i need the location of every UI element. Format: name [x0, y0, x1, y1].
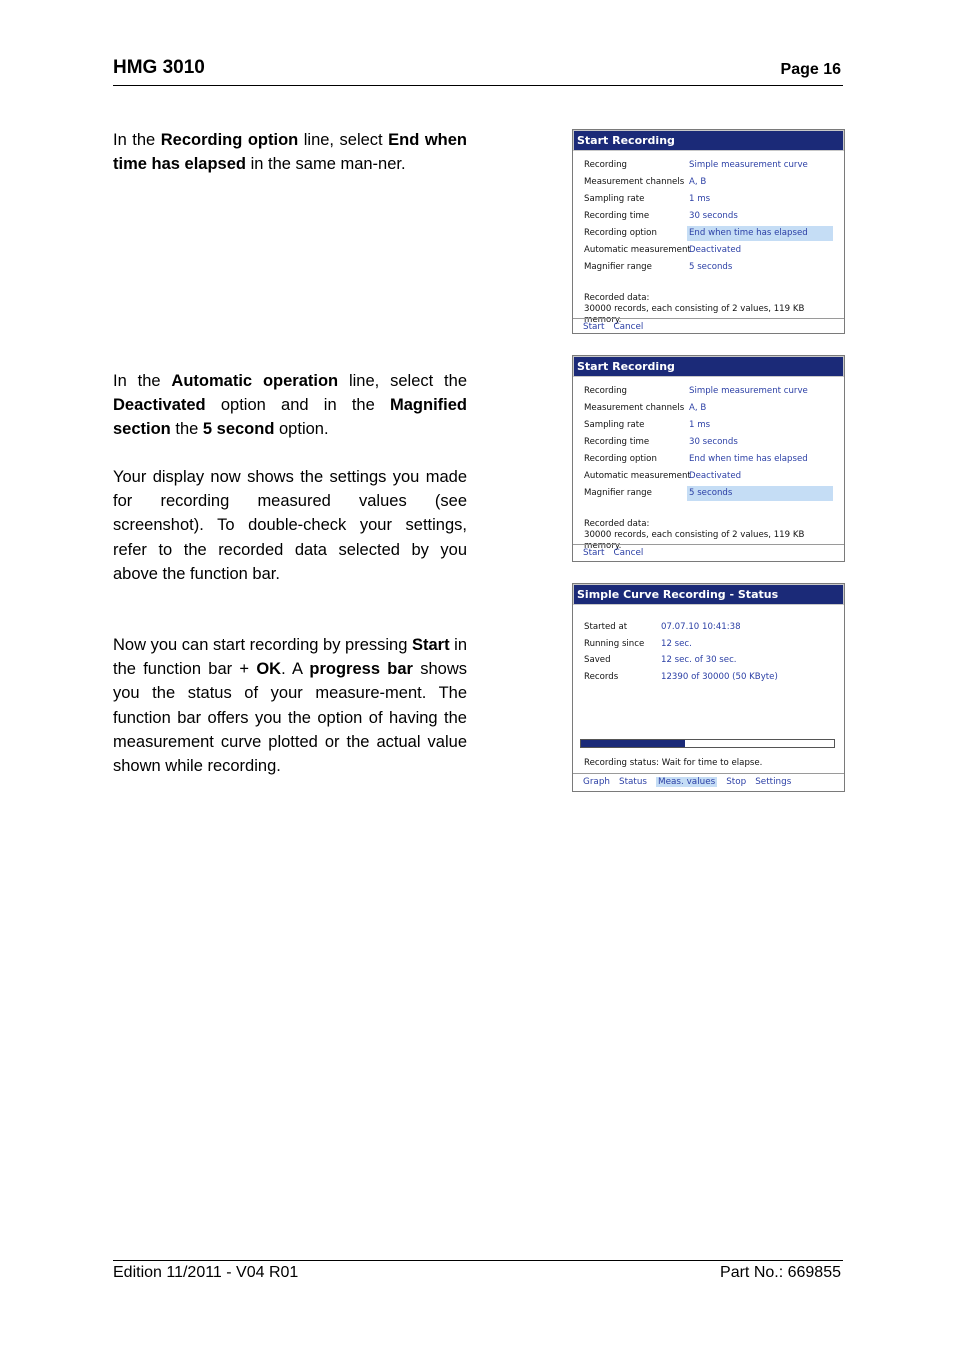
- setting-label: Automatic measurement: [584, 245, 691, 255]
- setting-row[interactable]: [584, 401, 839, 416]
- setting-row[interactable]: [584, 226, 839, 241]
- text-run: Deactivated: [113, 396, 206, 415]
- setting-value: 30 seconds: [689, 211, 738, 221]
- screen-title: Start Recording: [573, 130, 844, 151]
- setting-label: Magnifier range: [584, 488, 652, 498]
- function-bar-item[interactable]: Start: [583, 548, 605, 558]
- setting-value: End when time has elapsed: [689, 454, 808, 464]
- text-run: option.: [274, 420, 329, 439]
- recording-status-screen: [572, 583, 845, 792]
- screen-title: Start Recording: [573, 356, 844, 377]
- setting-value: 5 seconds: [689, 262, 733, 272]
- text-run: option and in the: [205, 396, 390, 415]
- page-header: [113, 57, 843, 86]
- text-run: In the: [113, 372, 172, 390]
- recorded-data-summary: 30000 records, each consisting of 2 values, 119 KB memory.: [584, 304, 805, 325]
- function-bar-item[interactable]: Meas. values: [658, 777, 716, 787]
- setting-row[interactable]: [584, 384, 839, 399]
- function-bar-item[interactable]: Start: [583, 322, 605, 332]
- setting-label: Measurement channels: [584, 403, 685, 413]
- paragraph-display-settings: [113, 465, 467, 586]
- document-title: HMG 3010: [113, 57, 205, 78]
- page-number: Page 16: [780, 61, 841, 78]
- recording-status-text: Recording status: Wait for time to elapse.: [584, 758, 763, 768]
- text-run: Automatic operation: [171, 372, 339, 390]
- setting-row[interactable]: [584, 620, 839, 635]
- setting-value: Deactivated: [689, 471, 742, 481]
- setting-label: Measurement channels: [584, 177, 685, 187]
- setting-label: Recording time: [584, 437, 650, 447]
- text-run: the: [170, 420, 203, 439]
- setting-label: Magnifier range: [584, 262, 652, 272]
- setting-label: Sampling rate: [584, 420, 645, 430]
- setting-row[interactable]: [584, 435, 839, 450]
- setting-value: Simple measurement curve: [689, 386, 808, 396]
- setting-label: Recording option: [584, 228, 657, 238]
- text-run: In the: [113, 131, 161, 149]
- setting-label: Sampling rate: [584, 194, 645, 204]
- setting-value: 12390 of 30000 (50 KByte): [661, 671, 778, 682]
- text-run: Start: [411, 636, 450, 654]
- setting-value: A, B: [689, 403, 707, 413]
- text-run: Now you can start recording by pressing: [113, 636, 412, 654]
- function-bar-item[interactable]: Graph: [583, 777, 610, 787]
- text-run: 5 second: [202, 420, 275, 439]
- setting-value: 12 sec. of 30 sec.: [661, 655, 737, 665]
- setting-value: End when time has elapsed: [687, 226, 833, 241]
- paragraph-automatic-operation: [113, 369, 467, 442]
- text-run: line, select the: [338, 372, 467, 390]
- text-run: in the same man-ner.: [245, 155, 406, 174]
- progress-bar: [580, 739, 835, 748]
- setting-row[interactable]: [584, 469, 839, 484]
- paragraph-start-recording: [113, 633, 467, 778]
- setting-label: Recording time: [584, 211, 650, 221]
- function-bar-item[interactable]: Status: [618, 777, 648, 787]
- recorded-data-label: Recorded data:: [584, 519, 650, 529]
- paragraph-recording-option: [113, 128, 467, 176]
- setting-row[interactable]: [584, 243, 839, 258]
- function-bar-item[interactable]: Cancel: [613, 322, 644, 332]
- setting-value: 07.07.10 10:41:38: [661, 622, 741, 632]
- setting-row[interactable]: [584, 260, 839, 275]
- setting-value: 5 seconds: [687, 486, 833, 501]
- edition-text: Edition 11/2011 - V04 R01: [113, 1264, 299, 1281]
- setting-row[interactable]: [584, 653, 839, 668]
- setting-label: Automatic measurement: [584, 471, 691, 481]
- text-run: Your display now shows the settings you made for recording measured values (see screenshot). To double-check your settings, refer to the recorded data selected by you above the function bar.: [113, 468, 467, 583]
- setting-label: Recording: [584, 386, 627, 396]
- setting-value: A, B: [689, 177, 707, 187]
- text-run: line, select: [298, 131, 389, 149]
- setting-row[interactable]: [584, 192, 839, 207]
- function-bar-item[interactable]: Stop: [726, 777, 747, 787]
- setting-row[interactable]: [584, 418, 839, 433]
- function-bar: [573, 544, 844, 561]
- setting-value: Simple measurement curve: [689, 160, 808, 170]
- text-run: progress bar: [309, 660, 413, 679]
- text-run: in the function bar +: [113, 636, 468, 679]
- text-run: shows you the status of your measure-ment. The function bar offers you the option of having the measurement curve plotted or the actual value shown while recording.: [113, 660, 467, 776]
- text-run: . A: [281, 660, 310, 679]
- recorded-data-label: Recorded data:: [584, 293, 650, 303]
- setting-row[interactable]: [584, 175, 839, 190]
- setting-label: Started at: [584, 622, 628, 632]
- setting-label: Running since: [584, 638, 645, 649]
- function-bar: [573, 773, 844, 790]
- page-footer: [113, 1260, 843, 1281]
- setting-label: Recording: [584, 160, 627, 170]
- progress-fill: [581, 740, 685, 747]
- setting-row[interactable]: [584, 670, 839, 685]
- setting-value: 12 sec.: [661, 638, 692, 649]
- setting-row[interactable]: [584, 209, 839, 224]
- screen-title: Simple Curve Recording - Status: [573, 584, 844, 605]
- setting-value: 1 ms: [689, 420, 711, 430]
- function-bar-item[interactable]: Cancel: [613, 548, 644, 558]
- setting-row[interactable]: [584, 452, 839, 467]
- text-run: OK: [256, 660, 282, 679]
- setting-row[interactable]: [584, 158, 839, 173]
- recorded-data-summary: 30000 records, each consisting of 2 values, 119 KB memory.: [584, 530, 805, 551]
- function-bar-item[interactable]: Settings: [755, 777, 792, 787]
- setting-value: 30 seconds: [689, 437, 738, 447]
- start-recording-screen-2: [572, 355, 845, 562]
- start-recording-screen-1: [572, 129, 845, 334]
- setting-label: Saved: [584, 655, 611, 665]
- part-number: Part No.: 669855: [720, 1264, 841, 1281]
- setting-label: Recording option: [584, 454, 657, 464]
- function-bar: [573, 318, 844, 335]
- setting-value: 1 ms: [689, 194, 711, 204]
- setting-row[interactable]: [584, 637, 839, 652]
- text-run: End when time has elapsed: [113, 131, 468, 174]
- setting-row[interactable]: [584, 486, 839, 501]
- text-run: Recording option: [160, 131, 299, 149]
- setting-label: Records: [584, 671, 619, 682]
- setting-value: Deactivated: [689, 245, 742, 255]
- text-run: Magnified section: [113, 396, 467, 439]
